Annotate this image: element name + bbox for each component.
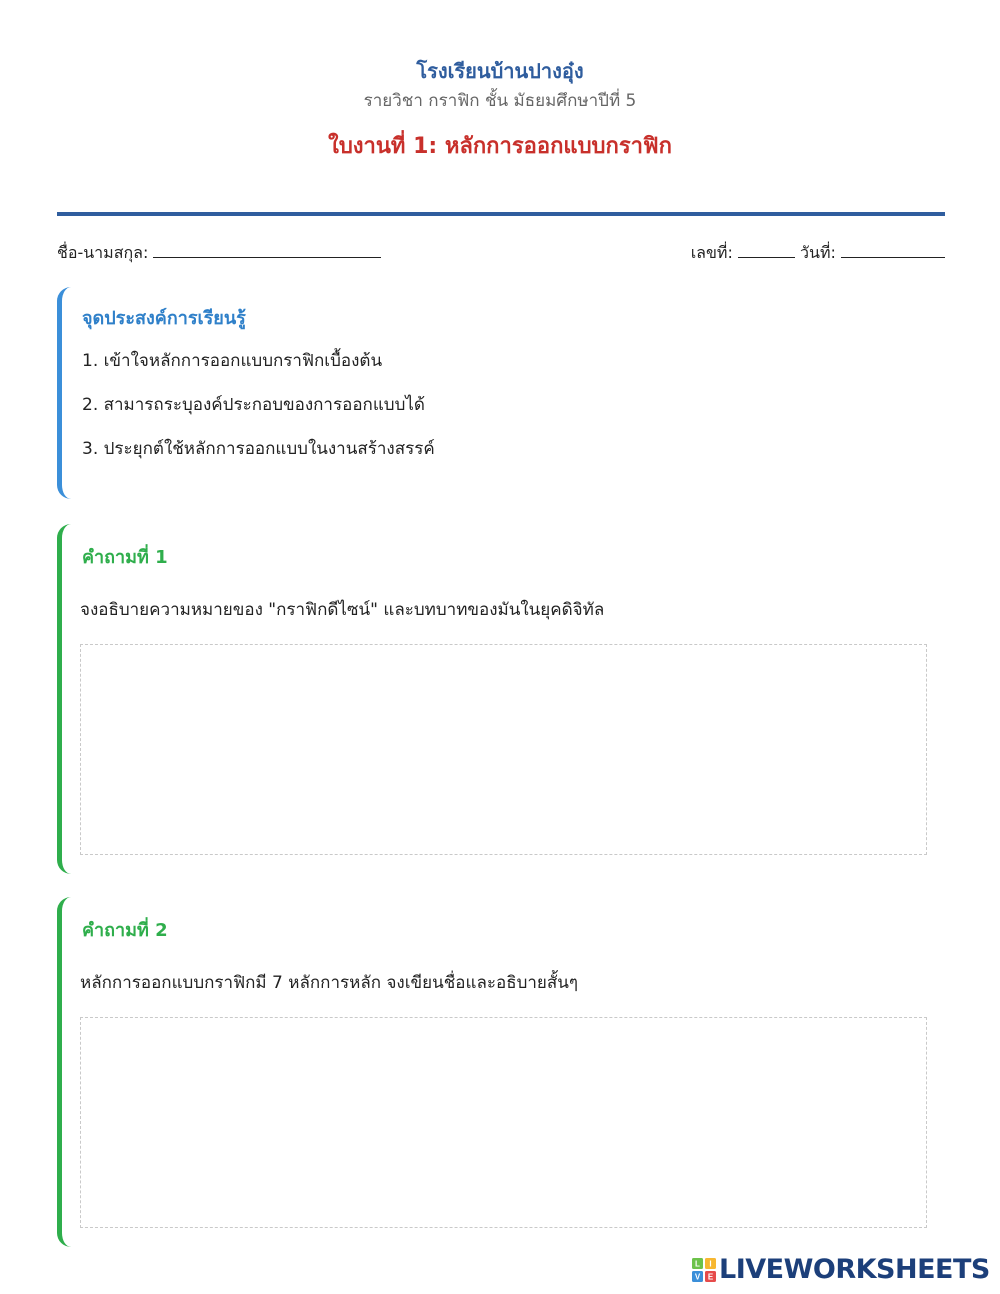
question-1-answer-box[interactable]: [80, 644, 927, 855]
liveworksheets-brand: [692, 1254, 992, 1286]
question-2-answer-box[interactable]: [80, 1017, 927, 1228]
question-2-text: หลักการออกแบบกราฟิกมี 7 หลักการหลัก จงเขียนชื่อและอธิบายสั้นๆ: [80, 973, 579, 993]
svg-text:E: E: [707, 1272, 714, 1282]
name-field-group: [57, 240, 381, 265]
objective-item: 2. สามารถระบุองค์ประกอบของการออกแบบได้: [82, 395, 425, 415]
objective-item: 3. ประยุกต์ใช้หลักการออกแบบในงานสร้างสรรค์: [82, 439, 435, 459]
objectives-card: [57, 287, 945, 499]
name-label: ชื่อ-นามสกุล:: [57, 243, 149, 262]
svg-text:I: I: [709, 1259, 712, 1269]
worksheet-title: ใบงานที่ 1: หลักการออกแบบกราฟิก: [328, 134, 672, 159]
question-1-title: คำถามที่ 1: [82, 547, 168, 568]
header-divider: [57, 212, 945, 216]
svg-text:L: L: [695, 1259, 700, 1269]
svg-text:V: V: [694, 1272, 701, 1282]
date-label: วันที่:: [800, 243, 836, 262]
objective-item: 1. เข้าใจหลักการออกแบบกราฟิกเบื้องต้น: [82, 351, 383, 371]
student-info-row: [57, 240, 945, 264]
question-card-2: [57, 897, 945, 1247]
school-name: โรงเรียนบ้านปางอุ๋ง: [416, 59, 584, 83]
name-blank[interactable]: [153, 240, 381, 258]
date-blank[interactable]: [841, 240, 945, 258]
objectives-title: จุดประสงค์การเรียนรู้: [82, 308, 246, 329]
worksheet-header: [0, 58, 1000, 162]
question-card-1: [57, 524, 945, 874]
question-1-text: จงอธิบายความหมายของ "กราฟิกดีไซน์" และบทบาทของมันในยุคดิจิทัล: [80, 600, 605, 620]
liveworksheets-logo-icon: [692, 1258, 716, 1282]
question-2-title: คำถามที่ 2: [82, 920, 168, 941]
number-blank[interactable]: [738, 240, 795, 258]
number-date-group: [691, 240, 945, 265]
number-label: เลขที่:: [690, 243, 733, 262]
liveworksheets-wordmark: LIVEWORKSHEETS: [719, 1254, 990, 1285]
subject-line: รายวิชา กราฟิก ชั้น มัธยมศึกษาปีที่ 5: [363, 91, 637, 111]
